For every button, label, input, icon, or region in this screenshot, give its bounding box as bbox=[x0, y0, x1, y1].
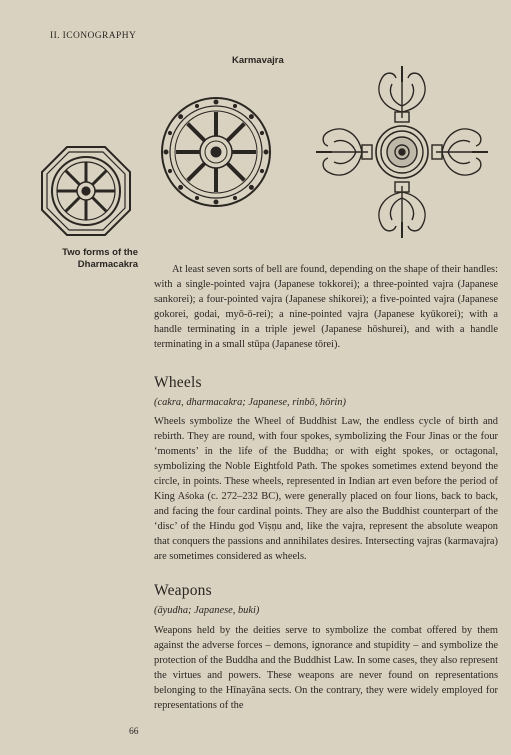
weapons-paragraph: Weapons held by the deities serve to symbolize the combat offered by them against the adverse forces – demons, ignorance and stupidity – and symbolize the protection of the Buddha and the Buddhist Law. In some cases, they also represent the virtues and powers. These weapons are never found on representations belonging to the Hīnayāna sects. On the contrary, they were widely employed for representations of the bbox=[154, 625, 498, 711]
wheels-paragraph-block bbox=[154, 414, 498, 564]
karmavajra-illustration bbox=[312, 62, 492, 242]
wheels-paragraph: Wheels symbolize the Wheel of Buddhist Law, the endless cycle of birth and rebirth. They are round, with four spokes, symbolizing the Four Jinas or the four ‘moments’ in the life of the Buddha; or with eight spokes, or octagonal, symbolizing the Noble Eightfold Path. The spokes sometimes extend beyond the circle, in points. These wheels, represented in Indian art even before the period of King Aśoka (c. 272–232 BC), were generally placed on four lions, back to back, and facing the four cardinal points. They are also the Buddhist counterpart of the ‘disc’ of the Hindu god Viṣṇu and, like the vajra, represent the absolute weapon that conquers the passions and annihilates desires. Intersecting vajras (karmavajra) are sometimes considered as wheels. bbox=[154, 416, 498, 562]
figure-caption: Karmavajra bbox=[232, 55, 284, 66]
side-caption-line1: Two forms of the bbox=[62, 247, 138, 258]
bell-paragraph: At least seven sorts of bell are found, depending on the shape of their handles: with a single-pointed vajra (Japanese tokkorei); a three-pointed vajra (Japanese sankorei); a four-pointed vajra (Japanese shikorei); a five-pointed vajra (Japanese gokorei, godai, myō-ō-rei); a nine-pointed vajra (Japanese kyūkorei); with a handle terminating in a triple jewel (Japanese hōshurei), and with a handle terminating in a small stūpa (Japanese tōrei). bbox=[154, 264, 498, 350]
section-subhead-wheels: (cakra, dharmacakra; Japanese, rinbō, hōrin) bbox=[154, 397, 346, 408]
side-caption bbox=[40, 247, 138, 271]
round-dharmacakra-illustration bbox=[160, 96, 272, 208]
section-heading-wheels: Wheels bbox=[154, 374, 202, 391]
running-head: II. ICONOGRAPHY bbox=[50, 31, 137, 41]
side-caption-line2: Dharmacakra bbox=[77, 259, 138, 270]
section-heading-weapons: Weapons bbox=[154, 582, 212, 599]
weapons-paragraph-block bbox=[154, 623, 498, 713]
octagonal-dharmacakra-illustration bbox=[40, 145, 132, 237]
bell-paragraph-block bbox=[154, 262, 498, 352]
page-number: 66 bbox=[129, 727, 139, 737]
section-subhead-weapons: (āyudha; Japanese, buki) bbox=[154, 605, 260, 616]
